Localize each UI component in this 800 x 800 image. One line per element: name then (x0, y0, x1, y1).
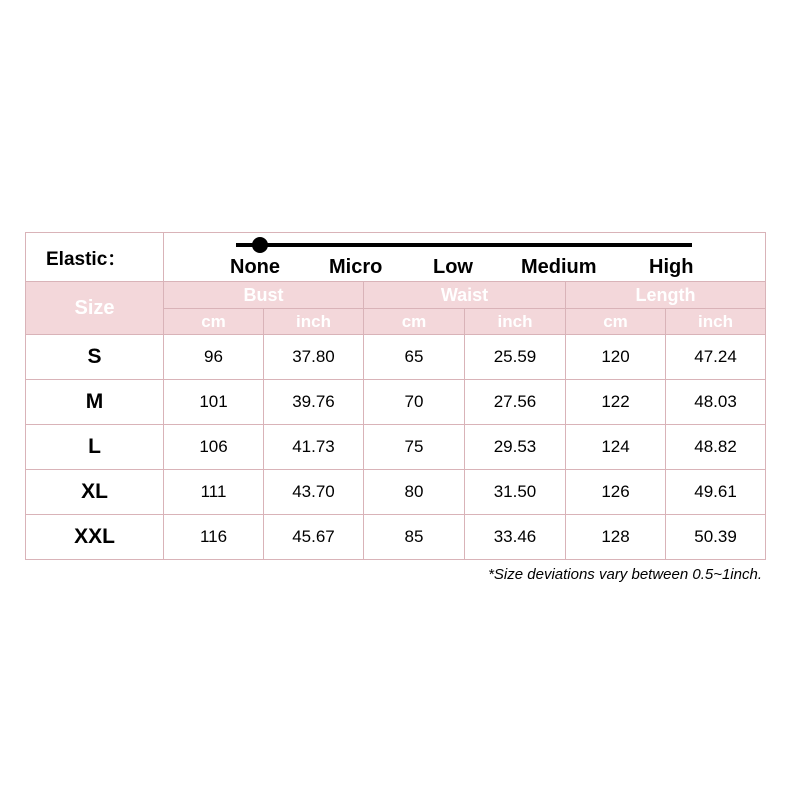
bust-cm-cell: 101 (164, 380, 264, 425)
elastic-level-medium: Medium (521, 256, 597, 278)
table-row (26, 425, 766, 470)
table-row (26, 380, 766, 425)
header-waist: Waist (364, 282, 566, 309)
header-unit-cm: cm (566, 309, 666, 335)
elastic-indicator (252, 237, 268, 253)
bust-cm-cell: 111 (164, 470, 264, 515)
waist-cm-cell: 80 (364, 470, 465, 515)
waist-inch-cell: 33.46 (465, 515, 566, 560)
elastic-track (236, 243, 692, 247)
header-unit-cm: cm (364, 309, 465, 335)
size-cell: XL (26, 470, 164, 515)
bust-cm-cell: 116 (164, 515, 264, 560)
length-cm-cell: 122 (566, 380, 666, 425)
table-row (26, 335, 766, 380)
size-cell: L (26, 425, 164, 470)
header-unit-cm: cm (164, 309, 264, 335)
header-bust: Bust (164, 282, 364, 309)
elastic-levels (164, 256, 765, 280)
header-unit-inch: inch (666, 309, 766, 335)
length-cm-cell: 128 (566, 515, 666, 560)
elastic-row (26, 233, 766, 282)
footnote: *Size deviations vary between 0.5~1inch. (488, 566, 762, 583)
header-unit-inch: inch (465, 309, 566, 335)
length-inch-cell: 48.03 (666, 380, 766, 425)
waist-inch-cell: 25.59 (465, 335, 566, 380)
header-group-row (26, 282, 766, 309)
waist-cm-cell: 85 (364, 515, 465, 560)
size-cell: M (26, 380, 164, 425)
elastic-scale (164, 233, 766, 282)
header-size: Size (26, 282, 164, 335)
length-inch-cell: 47.24 (666, 335, 766, 380)
length-cm-cell: 120 (566, 335, 666, 380)
header-length: Length (566, 282, 766, 309)
waist-inch-cell: 29.53 (465, 425, 566, 470)
size-table (25, 232, 766, 560)
bust-inch-cell: 43.70 (264, 470, 364, 515)
elastic-level-none: None (230, 256, 280, 278)
bust-inch-cell: 37.80 (264, 335, 364, 380)
waist-inch-cell: 31.50 (465, 470, 566, 515)
bust-inch-cell: 41.73 (264, 425, 364, 470)
elastic-label: Elastic： (26, 233, 164, 282)
length-cm-cell: 124 (566, 425, 666, 470)
bust-inch-cell: 45.67 (264, 515, 364, 560)
waist-inch-cell: 27.56 (465, 380, 566, 425)
waist-cm-cell: 70 (364, 380, 465, 425)
length-inch-cell: 48.82 (666, 425, 766, 470)
bust-cm-cell: 96 (164, 335, 264, 380)
table-row (26, 470, 766, 515)
size-cell: S (26, 335, 164, 380)
bust-cm-cell: 106 (164, 425, 264, 470)
length-cm-cell: 126 (566, 470, 666, 515)
waist-cm-cell: 75 (364, 425, 465, 470)
elastic-level-low: Low (433, 256, 473, 278)
table-row (26, 515, 766, 560)
waist-cm-cell: 65 (364, 335, 465, 380)
elastic-level-micro: Micro (329, 256, 383, 278)
elastic-level-high: High (649, 256, 694, 278)
length-inch-cell: 50.39 (666, 515, 766, 560)
length-inch-cell: 49.61 (666, 470, 766, 515)
size-cell: XXL (26, 515, 164, 560)
bust-inch-cell: 39.76 (264, 380, 364, 425)
size-chart (25, 232, 765, 560)
header-unit-inch: inch (264, 309, 364, 335)
